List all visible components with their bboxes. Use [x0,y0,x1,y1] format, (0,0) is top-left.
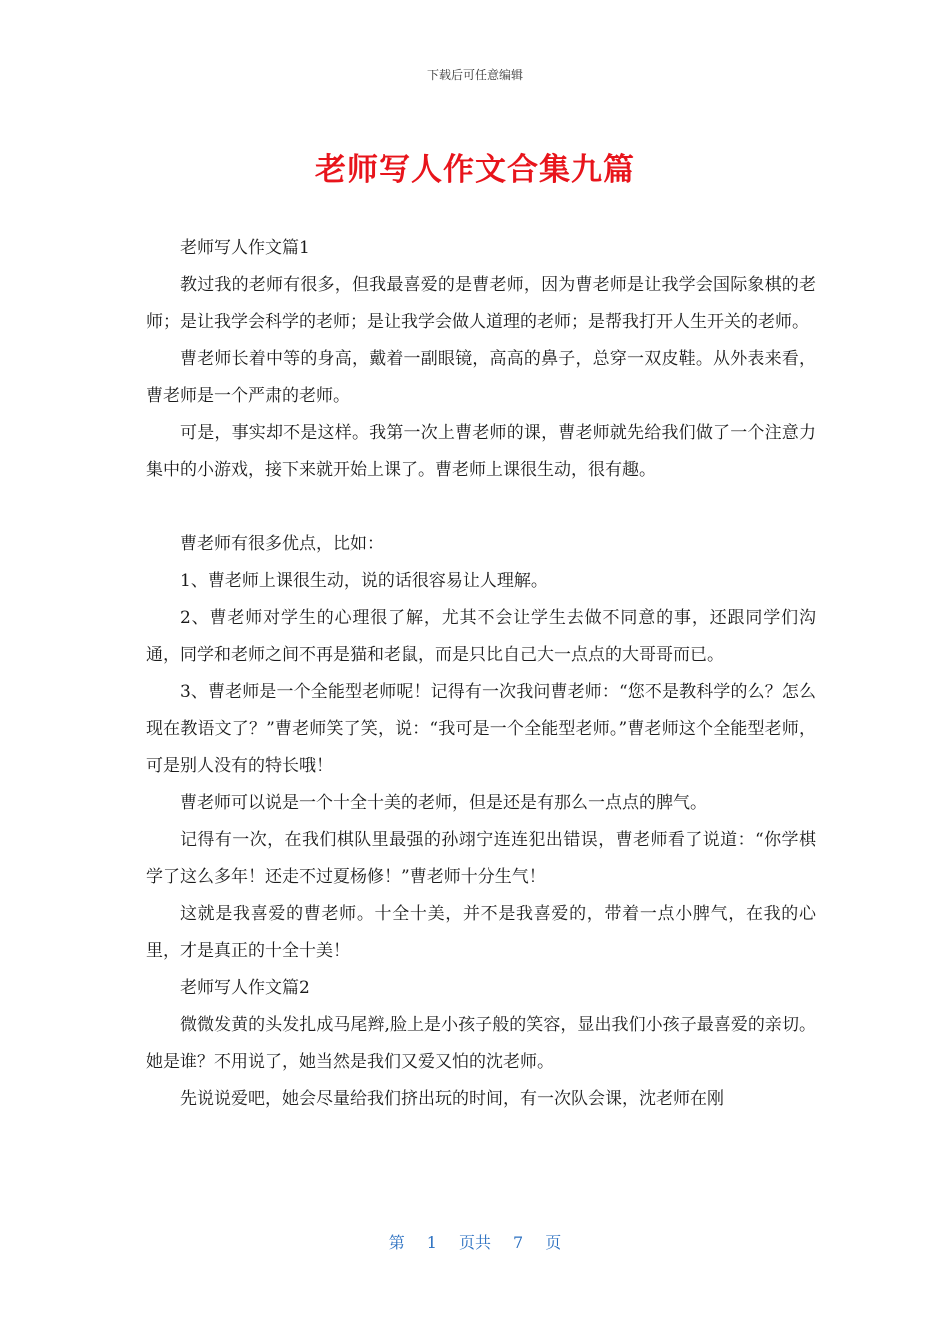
document-body [146,230,816,1118]
paragraph: 曹老师可以说是一个十全十美的老师，但是还是有那么一点点的脾气。 [180,793,707,813]
paragraph: 教过我的老师有很多，但我最喜爱的是曹老师，因为曹老师是让我学会国际象棋的老师；是让我学会科学的老师；是让我学会做人道理的老师；是帮我打开人生开关的老师。 [146,275,816,332]
paragraph: 记得有一次，在我们棋队里最强的孙翊宁连连犯出错误，曹老师看了说道：“你学棋学了这么多年！还走不过夏杨修！”曹老师十分生气！ [146,830,816,887]
section-heading-1: 老师写人作文篇1 [180,238,310,258]
page-header-note: 下载后可任意编辑 [426,68,523,82]
document-title: 老师写人作文合集九篇 [315,152,635,188]
paragraph: 曹老师有很多优点，比如： [180,534,384,554]
list-item: 3、曹老师是一个全能型老师呢！记得有一次我问曹老师：“您不是教科学的么？怎么现在教语文了？”曹老师笑了笑，说：“我可是一个全能型老师。”曹老师这个全能型老师，可是别人没有的特长哦！ [146,682,816,776]
footer-page-prefix: 第 [388,1233,405,1252]
list-item: 1、曹老师上课很生动，说的话很容易让人理解。 [180,571,548,591]
section-heading-2: 老师写人作文篇2 [180,978,310,998]
paragraph: 这就是我喜爱的曹老师。十全十美，并不是我喜爱的，带着一点小脾气，在我的心里，才是真正的十全十美！ [146,904,816,961]
footer-page-mid: 页共 [458,1233,491,1252]
paragraph: 微微发黄的头发扎成马尾辫,脸上是小孩子般的笑容，显出我们小孩子最喜爱的亲切。她是谁？不用说了，她当然是我们又爱又怕的沈老师。 [146,1015,816,1072]
paragraph: 曹老师长着中等的身高，戴着一副眼镜，高高的鼻子，总穿一双皮鞋。从外表来看，曹老师是一个严肃的老师。 [146,349,816,406]
paragraph: 先说说爱吧，她会尽量给我们挤出玩的时间，有一次队会课，沈老师在刚 [180,1089,724,1109]
paragraph-gap [146,489,816,526]
footer-page-total: 7 [513,1233,524,1252]
footer-page-suffix: 页 [545,1233,562,1252]
footer-page-current: 1 [426,1233,437,1252]
list-item: 2、曹老师对学生的心理很了解，尤其不会让学生去做不同意的事，还跟同学们沟通，同学和老师之间不再是猫和老鼠，而是只比自己大一点点的大哥哥而已。 [146,608,816,665]
page-footer [0,1230,950,1253]
paragraph: 可是，事实却不是这样。我第一次上曹老师的课，曹老师就先给我们做了一个注意力集中的小游戏，接下来就开始上课了。曹老师上课很生动，很有趣。 [146,423,816,480]
